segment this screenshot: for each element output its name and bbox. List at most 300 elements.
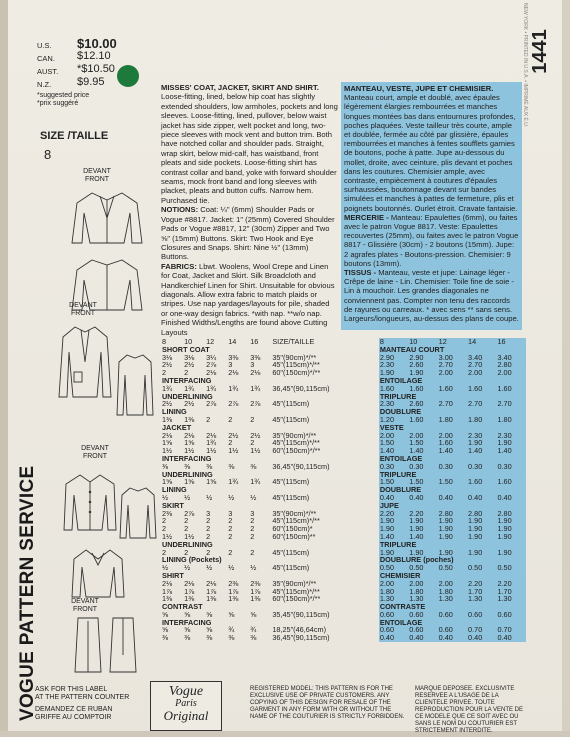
chart-meter-cell: 1.40 bbox=[438, 447, 467, 455]
chart-row bbox=[161, 447, 526, 455]
chart-yardage-cell: 1⅞ bbox=[162, 586, 173, 596]
chart-meter-cell: 1.60 bbox=[496, 385, 526, 393]
chart-width-cell: 45"(115cm)*/** bbox=[272, 360, 320, 370]
chart-yardage-cell: 2 bbox=[250, 438, 255, 448]
chart-row bbox=[161, 595, 526, 603]
chart-yardage-cell: ⅜ bbox=[162, 461, 169, 471]
chart-yardage-cell: 1⅜ bbox=[250, 594, 261, 604]
chart-meter-cell: 2.90 bbox=[408, 354, 437, 362]
chart-yardage-cell: ⅜ bbox=[162, 633, 169, 643]
chart-header-cell: 14 bbox=[467, 338, 496, 346]
sketch-label-front-3: DEVANT FRONT bbox=[81, 445, 109, 460]
chart-meter-cell: 1.60 bbox=[467, 478, 496, 486]
chart-width-cell: 18,25"(46,64cm) bbox=[272, 625, 327, 635]
chart-meter-cell: 0.40 bbox=[379, 494, 408, 502]
chart-meter-cell: 1.30 bbox=[467, 595, 496, 603]
chart-yardage-cell: ½ bbox=[206, 492, 213, 502]
chart-yardage-cell: 2 bbox=[250, 516, 255, 526]
chart-yardage-cell: ½ bbox=[162, 492, 169, 502]
chart-width-cell: 45"(115cm) bbox=[272, 563, 310, 573]
chart-yardage-cell: ⅝ bbox=[162, 609, 169, 619]
vogue-pattern-service-vertical: VOGUE PATTERN SERVICE bbox=[17, 465, 38, 721]
sketch-label-front-4: DEVANT FRONT bbox=[71, 598, 99, 613]
chart-width-cell: 35"(90cm)*/** bbox=[272, 508, 317, 518]
chart-meter-cell: 2.70 bbox=[467, 400, 496, 408]
chart-yardage-cell: ⅜ bbox=[184, 461, 191, 471]
chart-header-cell: 10 bbox=[184, 337, 193, 346]
chart-yardage-cell: ⅜ bbox=[228, 461, 235, 471]
chart-yardage-cell: 2 bbox=[250, 547, 255, 557]
chart-meter-cell: 1.50 bbox=[408, 439, 437, 447]
chart-meter-cell: 1.40 bbox=[408, 533, 437, 541]
chart-meter-cell: 1.80 bbox=[438, 588, 467, 596]
chart-yardage-cell: 2⅞ bbox=[206, 399, 217, 409]
chart-meter-cell: 0.30 bbox=[408, 463, 437, 471]
chart-meter-cell: 2.00 bbox=[408, 432, 437, 440]
chart-section-label-fr: ENTOILAGE bbox=[379, 619, 526, 627]
shirt-back-sketch bbox=[118, 483, 158, 543]
chart-section-label-fr: TRIPLURE bbox=[379, 393, 526, 401]
chart-meter-cell: 0.50 bbox=[379, 564, 408, 572]
chart-yardage-cell: ½ bbox=[206, 563, 213, 573]
chart-width-cell: 60"(150cm)** bbox=[272, 531, 316, 541]
chart-meter-cell: 1.70 bbox=[467, 588, 496, 596]
chart-yardage-cell: ⅜ bbox=[206, 461, 213, 471]
chart-yardage-cell: 2 bbox=[228, 531, 233, 541]
chart-meter-cell: 1.90 bbox=[408, 549, 437, 557]
chart-meter-cell: 3.40 bbox=[467, 354, 496, 362]
chart-yardage-cell: 1½ bbox=[228, 446, 239, 456]
chart-meter-cell: 2.30 bbox=[496, 432, 526, 440]
chart-meter-cell: 0.60 bbox=[438, 611, 467, 619]
sketch-label-front-1: DEVANT FRONT bbox=[83, 168, 111, 183]
chart-meter-cell: 0.60 bbox=[379, 611, 408, 619]
chart-yardage-cell: 1¾ bbox=[228, 477, 239, 487]
chart-yardage-cell: 2 bbox=[250, 531, 255, 541]
chart-section-label-fr: TRIPLURE bbox=[379, 541, 526, 549]
chart-yardage-cell: 2⅞ bbox=[250, 399, 261, 409]
chart-meter-cell: 1.50 bbox=[438, 478, 467, 486]
chart-yardage-cell: 2⅛ bbox=[162, 430, 173, 440]
chart-meter-cell: 1.90 bbox=[467, 439, 496, 447]
chart-yardage-cell: ⅝ bbox=[206, 609, 213, 619]
chart-meter-cell: 0.60 bbox=[496, 611, 526, 619]
chart-row bbox=[161, 369, 526, 377]
chart-yardage-cell: 3 bbox=[250, 360, 255, 370]
chart-meter-cell: 1.60 bbox=[467, 385, 496, 393]
chart-meter-cell: 2.00 bbox=[408, 580, 437, 588]
chart-meter-cell: 1.40 bbox=[496, 447, 526, 455]
chart-meter-cell: 0.60 bbox=[408, 611, 437, 619]
chart-section-label-en: INTERFACING bbox=[162, 375, 212, 385]
chart-yardage-cell: 2⅞ bbox=[206, 360, 217, 370]
chart-yardage-cell: 2½ bbox=[162, 360, 173, 370]
chart-meter-cell: 1.40 bbox=[379, 447, 408, 455]
chart-meter-cell: 2.30 bbox=[379, 400, 408, 408]
yardage-chart bbox=[161, 338, 526, 642]
chart-yardage-cell: 2⅜ bbox=[228, 578, 239, 588]
chart-width-cell: 35"(90cm)*/** bbox=[272, 352, 317, 362]
vogue-paris-original-logo: Vogue Paris Original bbox=[150, 681, 222, 731]
chart-yardage-cell: ⅝ bbox=[250, 609, 257, 619]
chart-header-cell: 12 bbox=[206, 337, 215, 346]
chart-width-cell: 35,45"(90,115cm) bbox=[272, 609, 330, 619]
chart-header-cell: 10 bbox=[408, 338, 437, 346]
chart-meter-cell: 1.50 bbox=[379, 439, 408, 447]
chart-meter-cell: 2.00 bbox=[438, 580, 467, 588]
chart-yardage-cell: 2 bbox=[184, 368, 189, 378]
chart-meter-cell: 0.50 bbox=[408, 564, 437, 572]
chart-yardage-cell: ½ bbox=[184, 563, 191, 573]
chart-yardage-cell: 2 bbox=[162, 524, 167, 534]
envelope-edge-left bbox=[0, 0, 8, 737]
chart-yardage-cell: 1⅞ bbox=[228, 586, 239, 596]
chart-section-label-fr: ENTOILAGE bbox=[379, 377, 526, 385]
chart-width-cell: 60"(150cm)*/** bbox=[272, 368, 321, 378]
chart-width-cell: 35"(90cm)*/** bbox=[272, 430, 317, 440]
chart-meter-cell: 2.70 bbox=[467, 361, 496, 369]
chart-meter-cell: 0.40 bbox=[467, 494, 496, 502]
chart-header-cell: 14 bbox=[228, 337, 237, 346]
chart-row bbox=[161, 400, 526, 408]
chart-meter-cell: 2.70 bbox=[438, 400, 467, 408]
chart-yardage-cell: 2½ bbox=[184, 399, 195, 409]
chart-meter-cell: 0.60 bbox=[467, 611, 496, 619]
chart-meter-cell: 0.40 bbox=[496, 494, 526, 502]
chart-meter-cell: 1.80 bbox=[379, 588, 408, 596]
chart-section-label-fr: DOUBLURE bbox=[379, 408, 526, 416]
chart-width-cell: 45"(115cm) bbox=[272, 477, 310, 487]
chart-yardage-cell: 3⅛ bbox=[162, 352, 173, 362]
chart-yardage-cell: 1½ bbox=[162, 446, 173, 456]
description-english: MISSES' COAT, JACKET, SKIRT AND SHIRT. Loose-fitting, lined, below hip coat has slightly extended shoulders, low armholes, pockets and long sleeves. Loose-fitting, lined, pullover, below waist jacket has side zipper, welt pocket and long, two-piece sleeves with mock vent and button trim. Both have notched collar and shoulder pads. Straight, wrap skirt, below mid-calf, has waistband, front pleats and side pockets. Loose-fitting shirt has contrast collar and band, yoke with forward shoulder seams, mock front band and long sleeves with placket, pleats and button cuffs. Narrow hem. Purchased tie. NOTIONS: Coat: ¼" (6mm) Shoulder Pads or Vogue #8817. Jacket: 1" (25mm) Covered Shoulder Pads or Vogue #8817, 12" (30cm) Zipper and Two ⅝" (15mm) Buttons. Skirt: Two Hook and Eye Closures and Snaps. Shirt: Nine ½" (13mm) Buttons. FABRICS: Lbwt. Woolens, Wool Crepe and Linen for Coat, Jacket and Skirt. Silk Broadcloth and Handkerchief Linen for Shirt. Unsuitable for obvious diagonals. Allow extra fabric to match plaids or stripes. Use nap yardages/layouts for pile, shaded or one-way design fabrics. *with nap. **w/o nap. Finished Widths/Lengths are found above Cutting Layouts bbox=[161, 83, 338, 337]
chart-meter-cell: 1.30 bbox=[438, 595, 467, 603]
chart-yardage-cell: 2⅛ bbox=[206, 368, 217, 378]
chart-yardage-cell: 2 bbox=[228, 547, 233, 557]
chart-meter-cell: 1.60 bbox=[379, 385, 408, 393]
chart-yardage-cell: 2⅛ bbox=[206, 578, 217, 588]
chart-meter-cell: 1.90 bbox=[467, 525, 496, 533]
chart-yardage-cell: 2⅜ bbox=[162, 508, 173, 518]
chart-meter-cell: 1.90 bbox=[408, 525, 437, 533]
shirt-front-sketch bbox=[60, 470, 120, 540]
coat-front-sketch bbox=[62, 188, 152, 248]
chart-yardage-cell: 3 bbox=[206, 508, 211, 518]
chart-meter-cell: 1.20 bbox=[379, 416, 408, 424]
chart-yardage-cell: 2 bbox=[228, 516, 233, 526]
chart-meter-cell: 0.40 bbox=[408, 494, 437, 502]
chart-section-label-fr: CONTRASTE bbox=[379, 603, 526, 611]
chart-meter-cell: 1.70 bbox=[496, 588, 526, 596]
chart-yardage-cell: 2 bbox=[206, 524, 211, 534]
chart-meter-cell: 2.00 bbox=[379, 432, 408, 440]
chart-yardage-cell: 1¾ bbox=[206, 438, 217, 448]
chart-yardage-cell: 2 bbox=[206, 547, 211, 557]
chart-yardage-cell: 2 bbox=[250, 414, 255, 424]
chart-yardage-cell: ½ bbox=[162, 563, 169, 573]
chart-meter-cell: 1.90 bbox=[467, 549, 496, 557]
chart-meter-cell: 2.60 bbox=[408, 361, 437, 369]
chart-meter-cell: 1.90 bbox=[408, 517, 437, 525]
chart-meter-cell: 1.50 bbox=[379, 478, 408, 486]
chart-section-label-en: CONTRAST bbox=[162, 602, 203, 612]
blouse-front-sketch bbox=[68, 545, 128, 605]
chart-yardage-cell: 1⅞ bbox=[250, 586, 261, 596]
chart-row bbox=[161, 533, 526, 541]
chart-section-label-fr: JUPE bbox=[379, 502, 526, 510]
chart-yardage-cell: 1½ bbox=[250, 446, 261, 456]
chart-meter-cell: 2.30 bbox=[467, 432, 496, 440]
chart-meter-cell: 1.60 bbox=[408, 416, 437, 424]
chart-yardage-cell: 1½ bbox=[184, 531, 195, 541]
chart-yardage-cell: 2½ bbox=[228, 430, 239, 440]
chart-header-cell: 12 bbox=[438, 338, 467, 346]
chart-yardage-cell: 1⅜ bbox=[162, 594, 173, 604]
chart-meter-cell: 2.80 bbox=[496, 361, 526, 369]
chart-width-cell: 45"(115cm) bbox=[272, 399, 310, 409]
chart-yardage-cell: 2 bbox=[206, 414, 211, 424]
price-can: CAN. $12.10 bbox=[37, 50, 111, 63]
chart-meter-cell: 0.50 bbox=[467, 564, 496, 572]
chart-meter-cell: 1.90 bbox=[467, 533, 496, 541]
chart-meter-cell: 1.80 bbox=[467, 416, 496, 424]
chart-meter-cell: 0.40 bbox=[379, 634, 408, 642]
chart-section-label-fr: TRIPLURE bbox=[379, 471, 526, 479]
chart-width-cell: 45"(115cm)*/** bbox=[272, 586, 320, 596]
chart-width-cell: 60"(150cm)*/** bbox=[272, 446, 321, 456]
jacket-front-sketch bbox=[55, 322, 115, 402]
chart-yardage-cell: ⅜ bbox=[250, 461, 257, 471]
chart-section-label-en: LINING bbox=[162, 407, 187, 417]
chart-yardage-cell: 1⅝ bbox=[162, 477, 173, 487]
chart-yardage-cell: ⅜ bbox=[206, 633, 213, 643]
chart-meter-cell: 2.70 bbox=[438, 361, 467, 369]
chart-meter-cell: 2.00 bbox=[438, 369, 467, 377]
chart-meter-cell: 2.60 bbox=[408, 400, 437, 408]
chart-yardage-cell: 2 bbox=[228, 524, 233, 534]
price-nz: N.Z. $9.95 bbox=[37, 76, 105, 89]
chart-width-cell: 60"(150cm)* bbox=[272, 524, 313, 534]
chart-yardage-cell: 1⅞ bbox=[206, 586, 217, 596]
chart-yardage-cell: 3⅛ bbox=[184, 352, 195, 362]
chart-meter-cell: 0.40 bbox=[438, 634, 467, 642]
label-notice: ASK FOR THIS LABEL AT THE PATTERN COUNTER DEMANDEZ CE RUBAN GRIFFE AU COMPTOIR bbox=[35, 686, 130, 721]
chart-meter-cell: 1.40 bbox=[379, 533, 408, 541]
chart-yardage-cell: 2 bbox=[162, 368, 167, 378]
chart-section-label-en: UNDERLINING bbox=[162, 391, 213, 401]
chart-meter-cell: 2.00 bbox=[467, 369, 496, 377]
chart-section-label-fr: DOUBLURE (poches) bbox=[379, 556, 526, 564]
chart-yardage-cell: 1⅜ bbox=[228, 594, 239, 604]
chart-meter-cell: 0.40 bbox=[496, 634, 526, 642]
chart-width-cell: 35"(90cm)*/** bbox=[272, 578, 317, 588]
chart-section-label-en: SHIRT bbox=[162, 570, 184, 580]
chart-meter-cell: 1.90 bbox=[438, 517, 467, 525]
chart-meter-cell: 0.50 bbox=[438, 564, 467, 572]
chart-yardage-cell: 1⅜ bbox=[184, 414, 195, 424]
chart-row bbox=[161, 385, 526, 393]
chart-yardage-cell: ½ bbox=[250, 492, 257, 502]
chart-meter-cell: 1.90 bbox=[496, 533, 526, 541]
chart-meter-cell: 1.90 bbox=[496, 525, 526, 533]
chart-meter-cell: 1.40 bbox=[408, 447, 437, 455]
chart-section-label-en: UNDERLINING bbox=[162, 469, 213, 479]
size-value: 8 bbox=[44, 147, 52, 162]
chart-yardage-cell: 3¼ bbox=[206, 352, 217, 362]
chart-width-cell: 36,45"(90,115cm) bbox=[272, 633, 330, 643]
chart-meter-cell: 0.30 bbox=[379, 463, 408, 471]
chart-meter-cell: 1.60 bbox=[408, 385, 437, 393]
chart-yardage-cell: 1⅜ bbox=[206, 594, 217, 604]
chart-meter-cell: 1.80 bbox=[496, 416, 526, 424]
chart-yardage-cell: 2 bbox=[184, 547, 189, 557]
chart-yardage-cell: 2 bbox=[206, 531, 211, 541]
chart-yardage-cell: 2 bbox=[228, 438, 233, 448]
chart-yardage-cell: 1¾ bbox=[206, 383, 217, 393]
chart-meter-cell: 1.90 bbox=[496, 549, 526, 557]
chart-meter-cell: 1.60 bbox=[438, 439, 467, 447]
chart-meter-cell: 1.90 bbox=[379, 369, 408, 377]
sketch-label-front-2: DEVANT FRONT bbox=[69, 302, 97, 317]
chart-yardage-cell: 2 bbox=[250, 524, 255, 534]
price-us: U.S. $10.00 bbox=[37, 36, 117, 51]
chart-yardage-cell: 1½ bbox=[184, 446, 195, 456]
description-french: MANTEAU, VESTE, JUPE ET CHEMISIER. Manteau court, ample et doublé, avec épaules légèrement élargies rembourrées et manches longues montées bas dans entournures profondes, poches plaquées. Veste tailleur très courte, ample et doublée, fermée au côté par glissière, épaules rembourrées et manches à fentes soufflets garnies de boutons, poche à patte. Jupe au-dessous du mollet, droite, avec ceinture, plis devant et poches dans les coutures. Chemisier ample, avec contraste, empiècement à coutures d'épaules surhaussées, boutonnage devant sur bandes simulées et manches à pattes de fermeture, plis et poignets boutonnés. Ourlet étroit. Cravate fantaisie. MERCERIE - Manteau: Epaulettes (6mm), ou faites avec le patron Vogue 8817. Veste: Epaulettes recouvertes (25mm), ou faites avec le patron Vogue 8817 - Glissière (30cm) - 2 boutons (15mm). Jupe: 2 agrafes plates - Boutons-pression. Chemisier: 9 boutons (13mm). TISSUS - Manteau, veste et jupe: Lainage léger - Crêpe de laine - Lin. Chemisier: Toile fine de soie - Lin à mouchoir. Les grandes diagonales ne conviennent pas. Compter non tenu des raccords de rayures ou carreaux. * avec sens ** sans sens. Largeurs/longueurs, au-dessus des plans de coupe. bbox=[341, 82, 522, 330]
chart-section-label-en: UNDERLINING bbox=[162, 539, 213, 549]
chart-width-cell: 45"(115cm)*/** bbox=[272, 438, 320, 448]
chart-section-label-fr: ENTOILAGE bbox=[379, 455, 526, 463]
chart-meter-cell: 0.30 bbox=[467, 463, 496, 471]
chart-section-label-en: INTERFACING bbox=[162, 617, 212, 627]
chart-yardage-cell: 2½ bbox=[162, 399, 173, 409]
chart-meter-cell: 1.90 bbox=[438, 549, 467, 557]
chart-header-cell: 8 bbox=[162, 337, 167, 346]
green-sticker-dot bbox=[117, 65, 139, 87]
chart-meter-cell: 1.90 bbox=[408, 369, 437, 377]
chart-width-cell: 60"(150cm)*/** bbox=[272, 594, 321, 604]
chart-meter-cell: 2.80 bbox=[438, 510, 467, 518]
chart-yardage-cell: 1½ bbox=[162, 531, 173, 541]
chart-meter-cell: 2.00 bbox=[496, 369, 526, 377]
chart-row bbox=[161, 611, 526, 619]
chart-meter-cell: 1.90 bbox=[379, 525, 408, 533]
chart-yardage-cell: ½ bbox=[228, 563, 235, 573]
chart-meter-cell: 2.20 bbox=[467, 580, 496, 588]
price-note: *suggested price *prix suggéré bbox=[37, 92, 90, 107]
chart-yardage-cell: ⅜ bbox=[250, 633, 257, 643]
chart-meter-cell: 1.40 bbox=[467, 447, 496, 455]
chart-yardage-cell: 1⅜ bbox=[162, 414, 173, 424]
chart-section-label-en: SKIRT bbox=[162, 500, 184, 510]
chart-yardage-cell: 3⅜ bbox=[250, 352, 261, 362]
chart-yardage-cell: 3 bbox=[228, 360, 233, 370]
chart-yardage-cell: 1⅝ bbox=[184, 438, 195, 448]
chart-meter-cell: 3.40 bbox=[496, 354, 526, 362]
chart-meter-cell: 0.70 bbox=[467, 626, 496, 634]
chart-yardage-cell: ¾ bbox=[228, 625, 235, 635]
chart-meter-cell: 1.60 bbox=[496, 478, 526, 486]
chart-section-label-en: INTERFACING bbox=[162, 453, 212, 463]
price-aust: AUST. *$10.50 bbox=[37, 63, 115, 76]
chart-header-cell: 16 bbox=[496, 338, 526, 346]
chart-width-cell: 45"(115cm) bbox=[272, 547, 310, 557]
printed-in-usa-vertical: NEW YORK • PRINTED IN U.S.A. • IMPRIMÉ AUX É.U. bbox=[522, 3, 528, 128]
chart-row bbox=[161, 463, 526, 471]
chart-meter-cell: 1.90 bbox=[379, 549, 408, 557]
chart-yardage-cell: 3⅜ bbox=[228, 352, 239, 362]
chart-yardage-cell: ½ bbox=[228, 492, 235, 502]
jacket-back-sketch bbox=[115, 350, 155, 420]
chart-meter-cell: 0.60 bbox=[408, 626, 437, 634]
chart-width-cell: 45"(115cm) bbox=[272, 492, 310, 502]
chart-yardage-cell: 2½ bbox=[250, 430, 261, 440]
chart-meter-cell: 2.20 bbox=[379, 510, 408, 518]
chart-row bbox=[161, 494, 526, 502]
chart-section-label-en: SHORT COAT bbox=[162, 344, 210, 354]
skirt-front-sketch bbox=[73, 615, 103, 675]
size-heading: SIZE /TAILLE bbox=[40, 130, 109, 142]
chart-yardage-cell: 2 bbox=[184, 516, 189, 526]
chart-meter-cell: 1.30 bbox=[496, 595, 526, 603]
chart-meter-cell: 2.20 bbox=[496, 580, 526, 588]
chart-yardage-cell: ⅝ bbox=[228, 609, 235, 619]
chart-yardage-cell: 3 bbox=[228, 508, 233, 518]
chart-meter-cell: 1.90 bbox=[438, 533, 467, 541]
chart-meter-cell: 1.90 bbox=[496, 517, 526, 525]
chart-meter-cell: 0.30 bbox=[496, 463, 526, 471]
chart-yardage-cell: 2⅛ bbox=[162, 578, 173, 588]
chart-meter-cell: 2.80 bbox=[496, 510, 526, 518]
chart-meter-cell: 0.50 bbox=[496, 564, 526, 572]
chart-meter-cell: 1.90 bbox=[379, 517, 408, 525]
chart-section-label-en: LINING bbox=[162, 485, 187, 495]
chart-meter-cell: 2.00 bbox=[438, 432, 467, 440]
pattern-number-vertical: 1441 bbox=[528, 29, 551, 74]
chart-yardage-cell: 2⅞ bbox=[184, 508, 195, 518]
chart-meter-cell: 2.20 bbox=[408, 510, 437, 518]
chart-meter-cell: 1.50 bbox=[408, 478, 437, 486]
chart-section-label-fr: VESTE bbox=[379, 424, 526, 432]
chart-yardage-cell: ⅝ bbox=[206, 625, 213, 635]
chart-yardage-cell: 2⅛ bbox=[228, 368, 239, 378]
chart-meter-cell: 1.80 bbox=[408, 588, 437, 596]
chart-row bbox=[161, 478, 526, 486]
chart-meter-cell: 0.40 bbox=[438, 494, 467, 502]
chart-meter-cell: 3.00 bbox=[438, 354, 467, 362]
chart-yardage-cell: 1¾ bbox=[250, 477, 261, 487]
chart-yardage-cell: 2⅛ bbox=[206, 430, 217, 440]
chart-yardage-cell: ⅜ bbox=[184, 633, 191, 643]
chart-yardage-cell: ½ bbox=[184, 492, 191, 502]
chart-yardage-cell: 2 bbox=[206, 516, 211, 526]
chart-yardage-cell: 1¾ bbox=[228, 383, 239, 393]
chart-section-label-en: LINING (Pockets) bbox=[162, 555, 222, 565]
chart-meter-cell: 0.60 bbox=[438, 626, 467, 634]
chart-yardage-cell: 1⅝ bbox=[184, 477, 195, 487]
chart-meter-cell: 2.80 bbox=[467, 510, 496, 518]
chart-yardage-cell: 2⅛ bbox=[250, 368, 261, 378]
chart-meter-cell: 0.30 bbox=[438, 463, 467, 471]
chart-yardage-cell: 1¾ bbox=[250, 383, 261, 393]
chart-width-cell: 36,45"(90,115cm) bbox=[272, 383, 330, 393]
chart-meter-cell: 1.90 bbox=[496, 439, 526, 447]
chart-width-cell: 45"(115cm) bbox=[272, 414, 310, 424]
chart-yardage-cell: 3 bbox=[250, 508, 255, 518]
chart-meter-cell: 1.90 bbox=[467, 517, 496, 525]
chart-yardage-cell: 2 bbox=[184, 524, 189, 534]
chart-yardage-cell: ⅜ bbox=[228, 633, 235, 643]
chart-yardage-cell: 1¾ bbox=[184, 383, 195, 393]
